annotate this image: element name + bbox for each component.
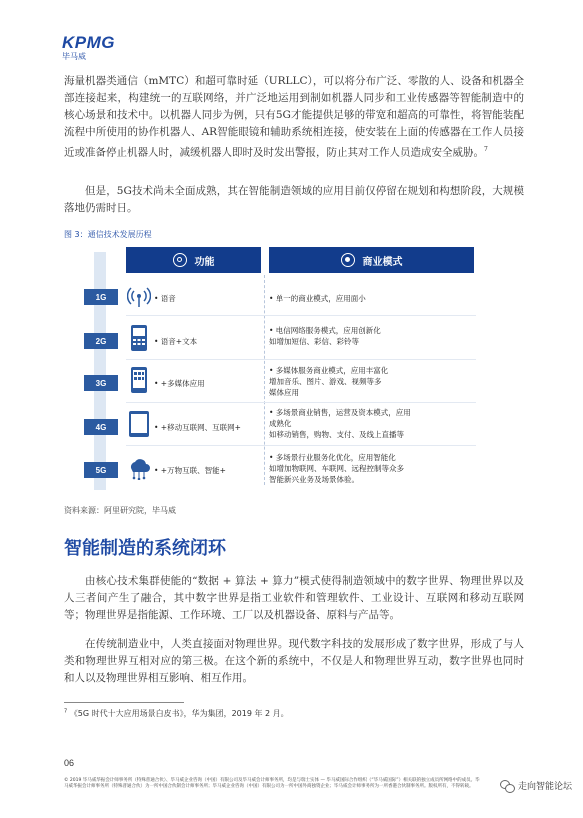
- row-separator: [126, 402, 476, 403]
- row-separator: [126, 445, 476, 446]
- logo-chinese: 毕马威: [62, 52, 86, 61]
- business-text-4g: • 多场景商业销售，运营及资本模式，应用 成熟化 如移动销售，购物、支付、及线上直播等: [269, 408, 411, 439]
- business-text-2g: • 电信网络服务模式，应用创新化 如增加短信、彩信、彩铃等: [269, 326, 381, 346]
- footnote-rule: [64, 702, 184, 703]
- column-divider: [264, 275, 266, 485]
- section-title: 智能制造的系统闭环: [64, 538, 226, 559]
- logo-wordmark: KPMG: [62, 33, 115, 52]
- paragraph-data-algorithm: 由核心技术集群使能的“数据 + 算法 + 算力”模式使得制造领域中的数字世界、物理世界以及人三者间产生了融合，其中数字世界是指工业软件和管理软件、工业设计、互联网和移动互联网等；物理世界是指能源、工作环境、工厂以及机器设备、原料与产品等。: [64, 575, 524, 621]
- wechat-icon: [500, 780, 514, 792]
- function-text-2g: • 语音+文本: [154, 337, 198, 346]
- legal-notice: © 2019 毕马威华振会计师事务所（特殊普通合伙）、毕马威企业咨询（中国）有限公司及毕马威会计师事务所，均是与瑞士实体 — 毕马威国际合作组织（“毕马威国际”）相关联的独立成员所网络中的成员。毕马威华振会计师事务所（特殊普通合伙）为一所中国合伙制会计师事务所；毕马威企业咨询（中国）有限公司为一所中国外商独资企业；毕马威会计师事务所为一所香港合伙制事务所。版权所有，不得转载。: [64, 778, 480, 789]
- function-text-4g: • +移动互联网、互联网+: [154, 423, 241, 432]
- function-text-1g: • 语音: [154, 294, 176, 303]
- header-function: 功能: [126, 247, 261, 273]
- row-separator: [126, 359, 476, 360]
- brand-text: 走向智能论坛: [517, 782, 572, 792]
- cloud-icon: [126, 453, 152, 483]
- paragraph-traditional-manufacturing: 在传统制造业中，人类直接面对物理世界。现代数字科技的发展形成了数字世界，形成了与人类和物理世界互相对应的第三极。在这个新的系统中，不仅是人和物理世界互动，数字世界也同时和人以及物理世界相互影响、相互作用。: [64, 638, 524, 684]
- paragraph-5g-maturity: 但是，5G技术尚未全面成熟，其在智能制造领域的应用目前仅停留在规划和构想阶段，大规模落地仍需时日。: [64, 185, 524, 214]
- footnote-number: 7: [64, 708, 68, 715]
- communication-evolution-figure: [64, 247, 514, 497]
- timeline-bar: [94, 252, 106, 490]
- antenna-icon: [126, 281, 152, 311]
- figure-source: 资料来源：阿里研究院，毕马威: [64, 506, 176, 515]
- tablet-icon: [126, 409, 152, 439]
- business-text-1g: • 单一的商业模式，应用面小: [269, 294, 366, 303]
- gen-label-1g: 1G: [84, 289, 118, 305]
- kpmg-logo: [62, 34, 115, 62]
- smartphone-icon: [126, 365, 152, 395]
- target-icon: [341, 253, 355, 267]
- gen-label-4g: 4G: [84, 419, 118, 435]
- business-text-5g: • 多场景行业服务化优化，应用智能化 如增加物联网、车联网、远程控制等众多 智能新兴业务及场景体验。: [269, 453, 404, 484]
- function-text-3g: • +多媒体应用: [154, 379, 205, 388]
- business-text-3g: • 多媒体服务商业模式，应用丰富化 增加音乐、图片、游戏、视频等多 媒体应用: [269, 366, 389, 397]
- page-number: 06: [64, 758, 75, 768]
- gen-label-2g: 2G: [84, 333, 118, 349]
- header-business-model: 商业模式: [269, 247, 474, 273]
- figure-caption: 图 3：通信技术发展历程: [64, 230, 152, 239]
- function-text-5g: • +万物互联、智能+: [154, 466, 226, 475]
- footnote-ref: 7: [484, 146, 488, 153]
- phone-icon: [126, 323, 152, 353]
- gen-label-3g: 3G: [84, 375, 118, 391]
- footnote-text: 《5G 时代十大应用场景白皮书》，华为集团，2019 年 2 月。: [69, 709, 289, 718]
- gear-icon: [173, 253, 187, 267]
- gen-label-5g: 5G: [84, 462, 118, 478]
- footnote: [64, 708, 289, 719]
- row-separator: [126, 315, 476, 316]
- watermark-brand: [497, 778, 575, 793]
- paragraph-5g-applications: 海量机器类通信（mMTC）和超可靠时延（URLLC），可以将分布广泛、零散的人、设备和机器全部连接起来，构建统一的互联网络，并广泛地运用到制如机器人同步和工业传感器等智能制造中的核心场景和技术中。以机器人同步为例，只有5G才能提供足够的带宽和超高的可靠性，将智能装配流程中所使用的协作机器人、AR智能眼镜和辅助系统相连接，使安装在上面的传感器在工作人员接近或准备停止机器人时，减缓机器人即时及时发出警报，防止其对工作人员造成安全威胁。$^7$: [64, 75, 524, 159]
